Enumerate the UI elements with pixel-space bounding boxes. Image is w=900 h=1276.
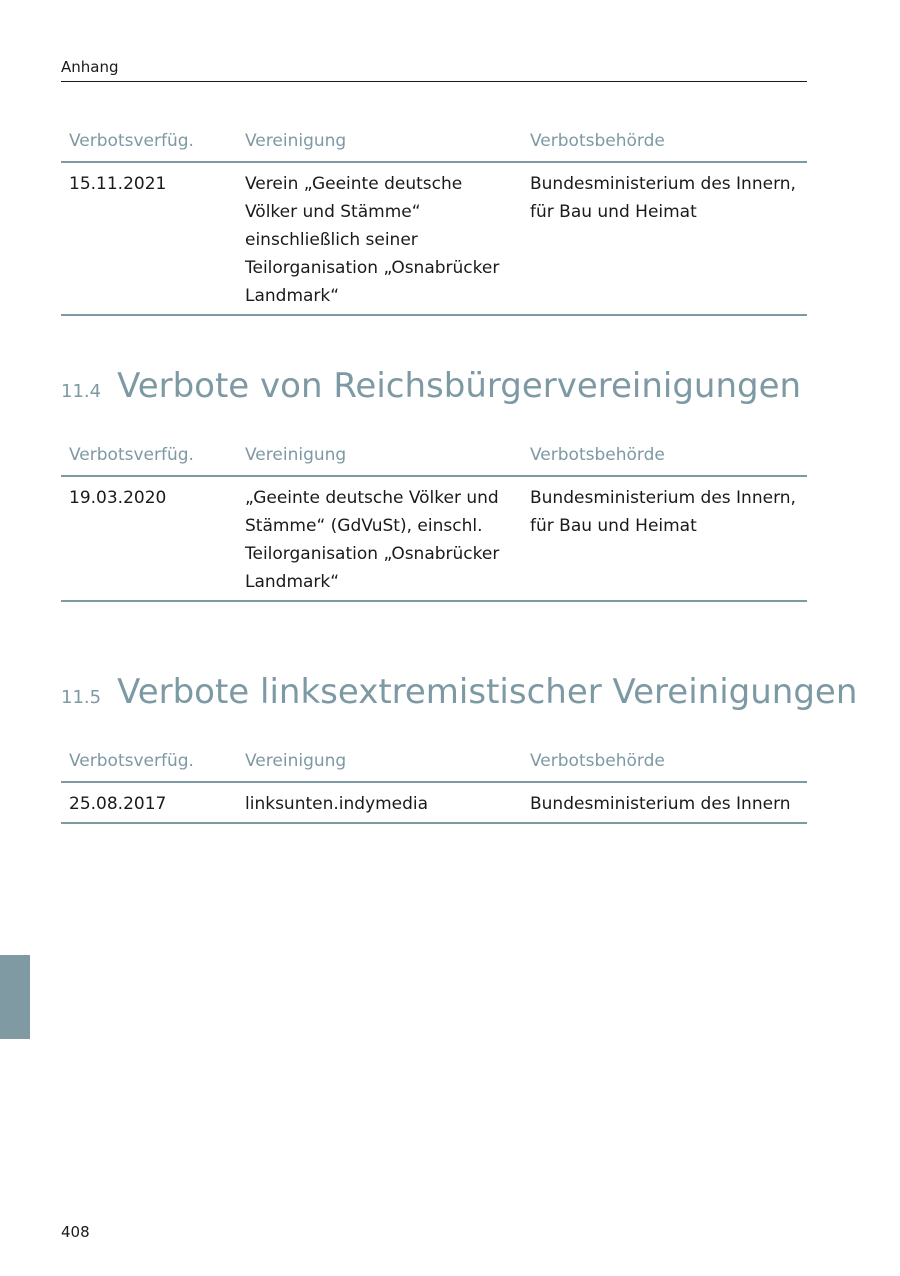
cell-date: 15.11.2021 <box>61 162 237 315</box>
section-title: Verbote linksextremistischer Vereinigungen <box>117 672 858 712</box>
column-header-date: Verbotsverfüg. <box>61 750 237 782</box>
table-row <box>61 162 807 315</box>
ban-table-1 <box>61 130 807 316</box>
cell-authority: Bundesministerium des Innern, für Bau und Heimat <box>522 476 807 601</box>
cell-date: 25.08.2017 <box>61 782 237 823</box>
page-number: 408 <box>61 1223 90 1241</box>
table-header-row <box>61 750 807 782</box>
table-row <box>61 476 807 601</box>
column-header-authority: Verbotsbehörde <box>522 444 807 476</box>
column-header-association: Vereinigung <box>237 444 522 476</box>
ban-table-3 <box>61 750 807 824</box>
section-number: 11.4 <box>61 381 102 402</box>
column-header-date: Verbotsverfüg. <box>61 130 237 162</box>
table-header-row <box>61 444 807 476</box>
section-number: 11.5 <box>61 687 102 708</box>
section-title: Verbote von Reichsbürgervereinigungen <box>117 366 802 406</box>
section-heading-11-4 <box>61 366 841 406</box>
section-heading-11-5 <box>61 672 858 712</box>
column-header-association: Vereinigung <box>237 750 522 782</box>
running-header-title: Anhang <box>61 58 119 76</box>
cell-date: 19.03.2020 <box>61 476 237 601</box>
cell-authority: Bundesministerium des Innern, für Bau und Heimat <box>522 162 807 315</box>
column-header-date: Verbotsverfüg. <box>61 444 237 476</box>
cell-association: Verein „Geeinte deutsche Völker und Stämme“ einschließlich seiner Teilorganisation „Osnabrücker Landmark“ <box>237 162 522 315</box>
table-row <box>61 782 807 823</box>
cell-association: linksunten.indymedia <box>237 782 522 823</box>
ban-table-2 <box>61 444 807 602</box>
cell-authority: Bundesministerium des Innern <box>522 782 807 823</box>
column-header-association: Vereinigung <box>237 130 522 162</box>
column-header-authority: Verbotsbehörde <box>522 130 807 162</box>
chapter-side-tab <box>0 955 30 1039</box>
column-header-authority: Verbotsbehörde <box>522 750 807 782</box>
running-header <box>61 58 807 82</box>
cell-association: „Geeinte deutsche Völker und Stämme“ (GdVuSt), einschl. Teilorganisation „Osnabrücker Landmark“ <box>237 476 522 601</box>
table-header-row <box>61 130 807 162</box>
